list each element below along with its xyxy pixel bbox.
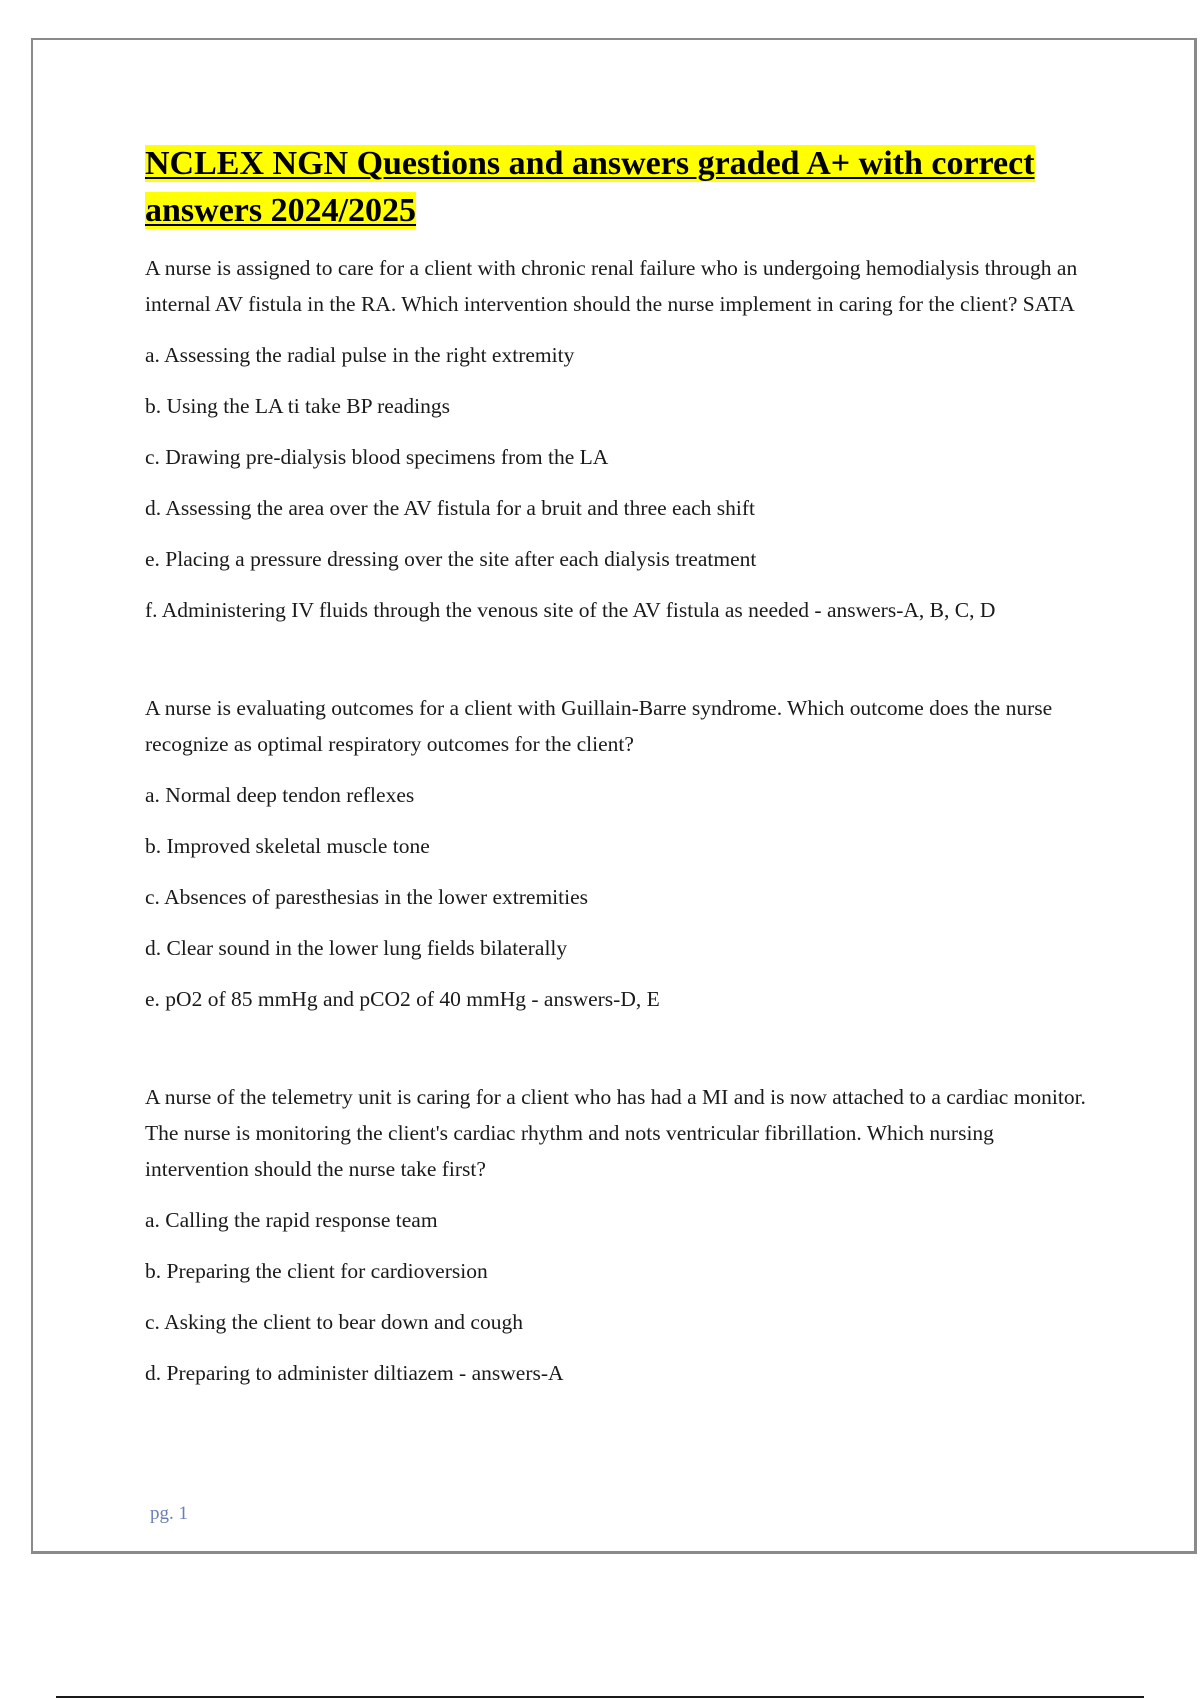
document-title-text: NCLEX NGN Questions and answers graded A+ with correct answers 2024/2025 bbox=[145, 145, 1035, 229]
answer-option: f. Administering IV fluids through the venous site of the AV fistula as needed - answers-A, B, C, D bbox=[145, 598, 996, 622]
document-content bbox=[145, 140, 1095, 1391]
answer-option: b. Using the LA ti take BP readings bbox=[145, 394, 450, 418]
answer-option: b. Preparing the client for cardioversion bbox=[145, 1259, 488, 1283]
page-number: pg. 1 bbox=[150, 1503, 188, 1524]
answer-option: e. Placing a pressure dressing over the site after each dialysis treatment bbox=[145, 547, 757, 571]
answer-option: d. Assessing the area over the AV fistula for a bruit and three each shift bbox=[145, 496, 755, 520]
answer-option: a. Normal deep tendon reflexes bbox=[145, 783, 415, 807]
answer-option: b. Improved skeletal muscle tone bbox=[145, 834, 430, 858]
answer-option: e. pO2 of 85 mmHg and pCO2 of 40 mmHg - answers-D, E bbox=[145, 987, 660, 1011]
answer-option: c. Drawing pre-dialysis blood specimens from the LA bbox=[145, 445, 609, 469]
question-stem: A nurse is evaluating outcomes for a client with Guillain-Barre syndrome. Which outcome does the nurse recognize as optimal respiratory outcomes for the client? bbox=[145, 696, 1053, 756]
question-block-1 bbox=[145, 250, 1095, 628]
question-block-2 bbox=[145, 690, 1095, 1017]
next-page-header-rule bbox=[56, 1696, 1144, 1698]
answer-option: a. Assessing the radial pulse in the right extremity bbox=[145, 343, 575, 367]
answer-option: c. Absences of paresthesias in the lower extremities bbox=[145, 885, 588, 909]
question-block-3 bbox=[145, 1079, 1095, 1391]
answer-option: a. Calling the rapid response team bbox=[145, 1208, 438, 1232]
question-stem: A nurse of the telemetry unit is caring for a client who has had a MI and is now attached to a cardiac monitor. The nurse is monitoring the client's cardiac rhythm and nots ventricular fibrillation. Which nursing intervention should the nurse take first? bbox=[145, 1085, 1086, 1181]
document-title bbox=[145, 140, 1095, 234]
question-stem: A nurse is assigned to care for a client with chronic renal failure who is undergoing hemodialysis through an internal AV fistula in the RA. Which intervention should the nurse implement in caring for the client? SATA bbox=[145, 256, 1078, 316]
answer-option: c. Asking the client to bear down and cough bbox=[145, 1310, 523, 1334]
answer-option: d. Preparing to administer diltiazem - answers-A bbox=[145, 1361, 564, 1385]
answer-option: d. Clear sound in the lower lung fields bilaterally bbox=[145, 936, 568, 960]
